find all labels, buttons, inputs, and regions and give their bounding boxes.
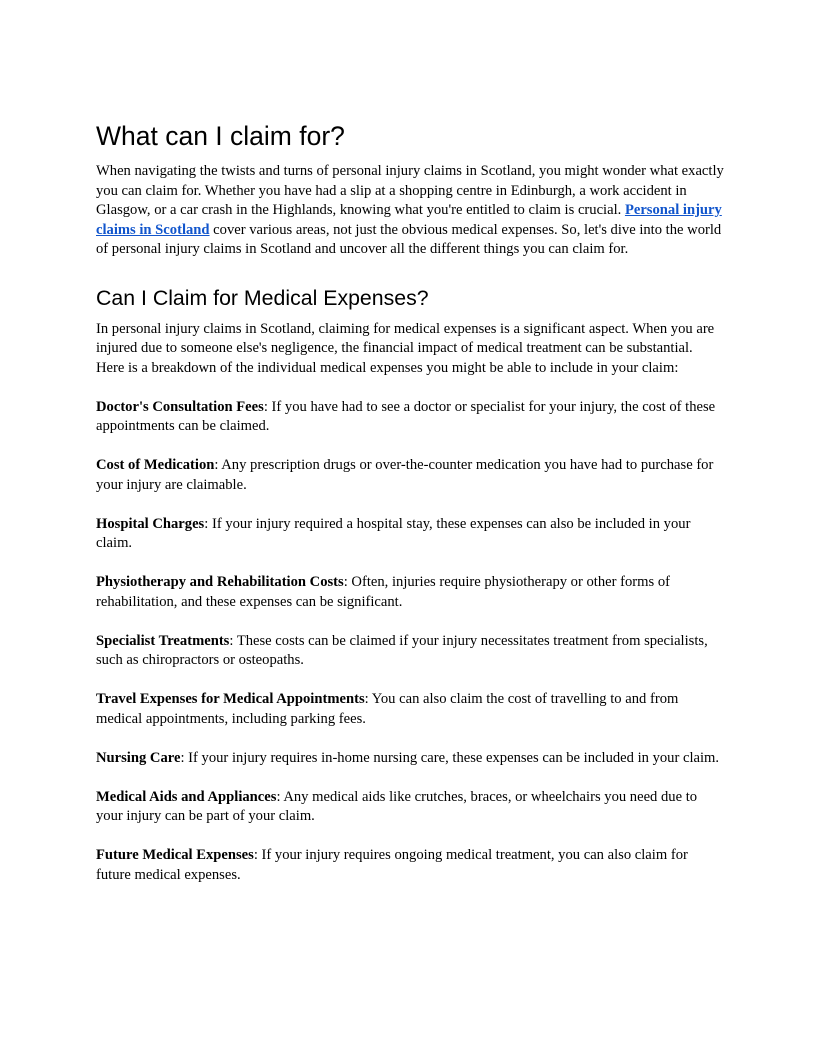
list-item [96, 632, 724, 671]
list-item [96, 846, 724, 885]
section-intro-paragraph: In personal injury claims in Scotland, claiming for medical expenses is a significant aspect. When you are injured due to someone else's negligence, the financial impact of medical treatment can be substantial. Here is a breakdown of the individual medical expenses you might be able to include in your claim: [96, 320, 715, 376]
personal-injury-claims-link[interactable]: Personal injury claims in Scotland [96, 202, 722, 238]
item-term: Nursing Care [96, 749, 181, 766]
item-term: Travel Expenses for Medical Appointments [96, 691, 365, 707]
item-text: : These costs can be claimed if your injury necessitates treatment from specialists, such as chiropractors or osteopaths. [96, 632, 708, 668]
intro-paragraph [96, 162, 724, 260]
item-text: : If you have had to see a doctor or specialist for your injury, the cost of these appointments can be claimed. [96, 398, 716, 434]
list-item [96, 573, 724, 612]
item-term: Medical Aids and Appliances [96, 788, 277, 805]
item-text: : If your injury required a hospital stay, these expenses can also be included in your claim. [96, 515, 691, 551]
item-text: : Any prescription drugs or over-the-counter medication you have had to purchase for your injury are claimable. [96, 457, 714, 493]
list-item [96, 749, 724, 769]
item-text: : Often, injuries require physiotherapy or other forms of rehabilitation, and these expenses can be significant. [96, 574, 670, 610]
page-title: What can I claim for? [96, 121, 345, 151]
intro-text-before-link: When navigating the twists and turns of personal injury claims in Scotland, you might wonder what exactly you can claim for. Whether you have had a slip at a shopping centre in Edinburgh, a work accident in Glasgow, or a car crash in the Highlands, knowing what you're entitled to claim is crucial. [96, 163, 724, 218]
item-term: Doctor's Consultation Fees [96, 398, 264, 415]
document-page [96, 118, 724, 885]
item-text: : If your injury requires ongoing medical treatment, you can also claim for future medical expenses. [96, 847, 688, 883]
item-text: : If your injury requires in-home nursing care, these expenses can be included in your claim. [180, 749, 720, 766]
intro-text-after-link: cover various areas, not just the obvious medical expenses. So, let's dive into the world of personal injury claims in Scotland and uncover all the different things you can claim for. [96, 221, 722, 257]
item-term: Specialist Treatments [96, 632, 230, 649]
list-item [96, 690, 724, 729]
section-heading: Can I Claim for Medical Expenses? [96, 285, 429, 310]
list-item [96, 788, 724, 827]
item-term: Hospital Charges [96, 515, 205, 532]
item-term: Cost of Medication [96, 457, 215, 473]
list-item [96, 515, 724, 554]
list-item [96, 456, 724, 495]
item-text: : You can also claim the cost of travelling to and from medical appointments, including parking fees. [96, 691, 679, 727]
item-text: : Any medical aids like crutches, braces, or wheelchairs you need due to your injury can be part of your claim. [96, 788, 698, 824]
item-term: Future Medical Expenses [96, 847, 254, 863]
item-term: Physiotherapy and Rehabilitation Costs [96, 574, 344, 590]
list-item [96, 398, 724, 437]
